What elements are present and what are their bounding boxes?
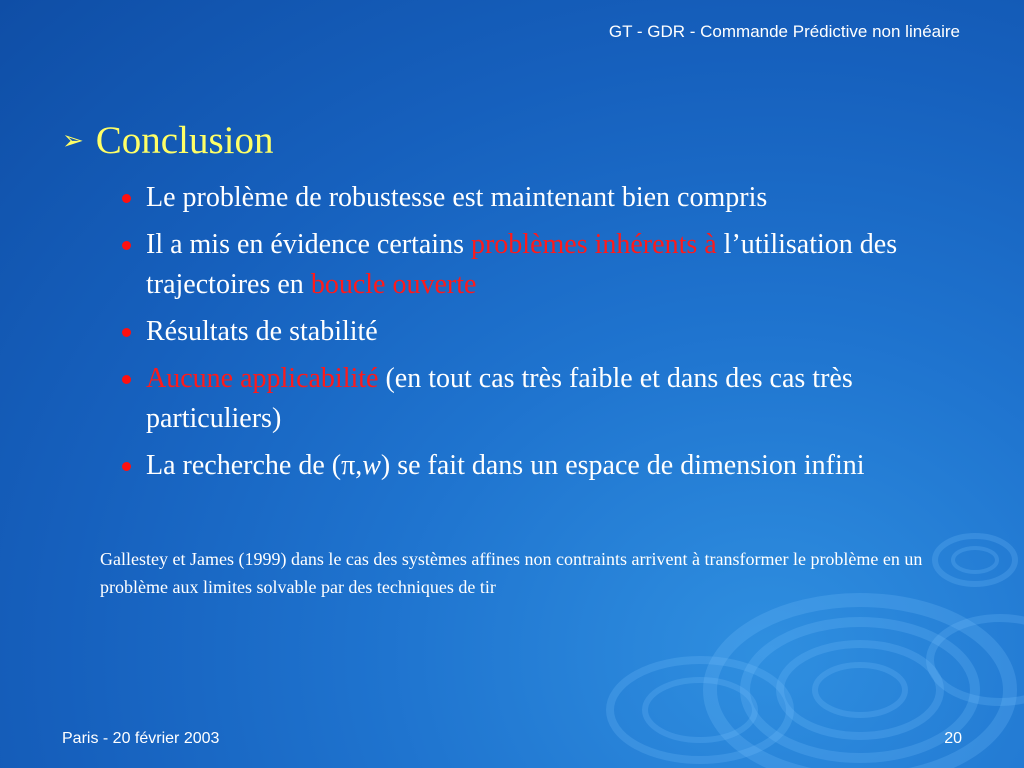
highlighted-text: boucle ouverte xyxy=(310,269,477,300)
bullet-item xyxy=(120,178,970,218)
dot-icon xyxy=(122,194,131,203)
section-title-row xyxy=(62,118,273,163)
bullet-item xyxy=(120,446,970,486)
footer-date: Paris - 20 février 2003 xyxy=(62,730,220,747)
bullet-item xyxy=(120,225,970,305)
bullet-text: Il a mis en évidence certains xyxy=(146,229,471,260)
dot-icon xyxy=(122,462,131,471)
dot-icon xyxy=(122,328,131,337)
bullet-item xyxy=(120,312,970,352)
bullet-text: l’utilisation des trajectoires en xyxy=(146,229,898,300)
bullet-text: (en tout cas très faible et dans des cas très particuliers) xyxy=(146,363,853,434)
reference-note: Gallestey et James (1999) dans le cas des systèmes affines non contraints arrivent à transformer le problème en un problème aux limites solvable par des techniques de tir xyxy=(100,549,923,597)
bullet-text: w xyxy=(362,450,381,481)
bullet-text: Le problème de robustesse est maintenant bien compris xyxy=(146,182,768,213)
bullet-text: ) se fait dans un espace de dimension infini xyxy=(380,450,865,481)
presentation-header: GT - GDR - Commande Prédictive non linéaire xyxy=(608,22,960,41)
arrowhead-icon: ➢ xyxy=(62,125,84,156)
bullet-text: La recherche de (π, xyxy=(146,450,363,481)
slide-number: 20 xyxy=(944,730,962,747)
dot-icon xyxy=(122,241,131,250)
bullet-text: Résultats de stabilité xyxy=(146,316,378,347)
dot-icon xyxy=(122,375,131,384)
bullet-list xyxy=(120,178,970,493)
highlighted-text: problèmes inhérents à xyxy=(470,229,717,260)
bullet-item xyxy=(120,359,970,439)
highlighted-text: Aucune applicabilité xyxy=(146,363,379,394)
section-title: Conclusion xyxy=(95,119,274,162)
